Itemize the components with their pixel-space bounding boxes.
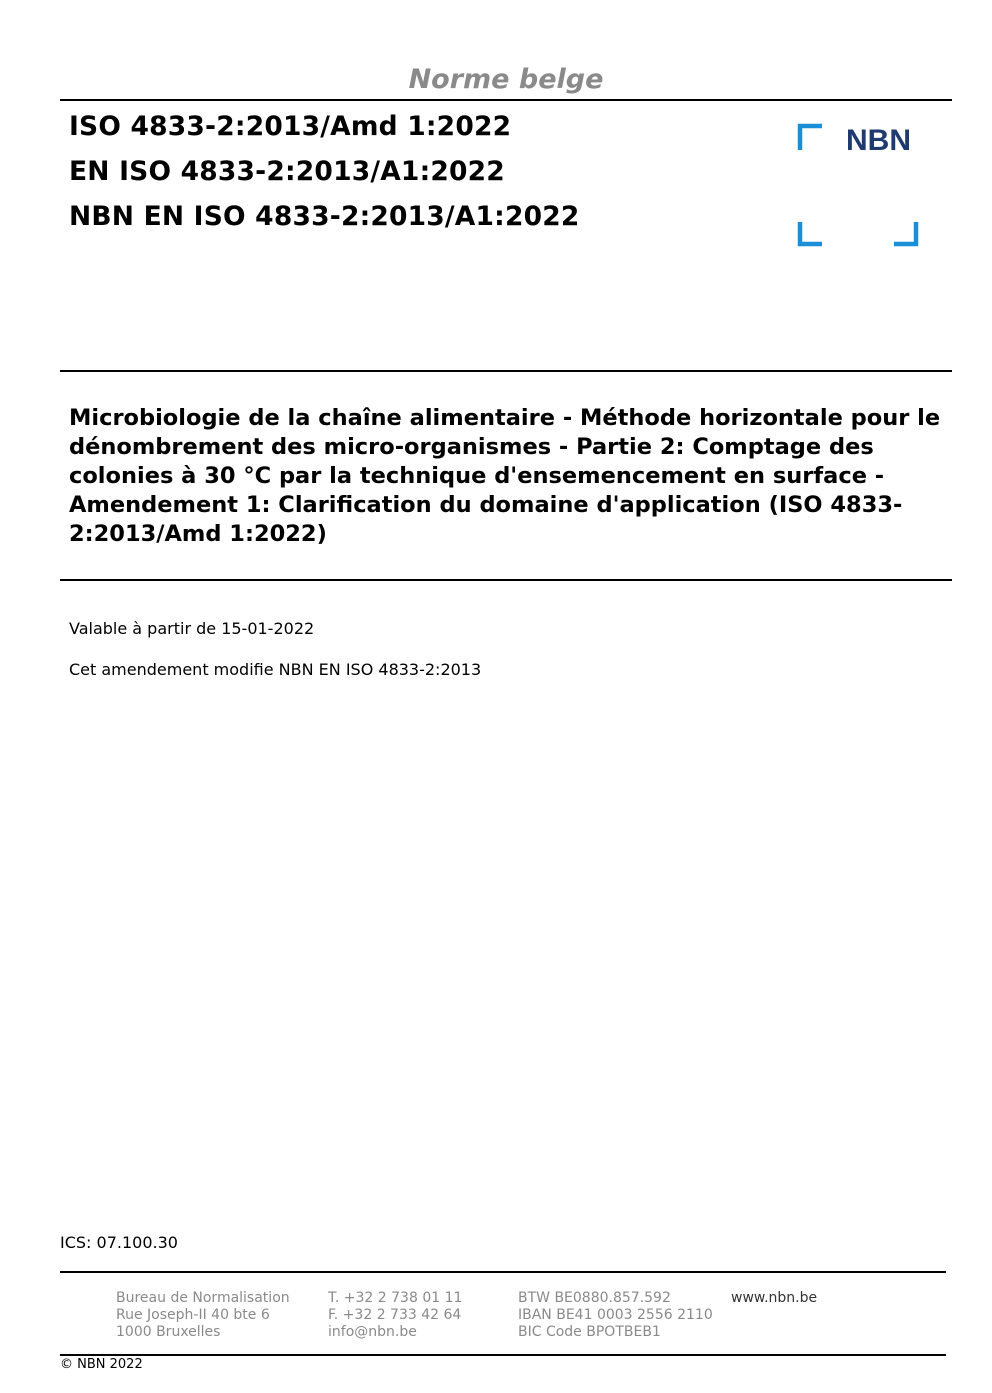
footer-bottom-divider [60, 1354, 946, 1356]
footer-address-line: Bureau de Normalisation [116, 1290, 290, 1306]
iso-identifier: ISO 4833-2:2013/Amd 1:2022 [69, 111, 512, 142]
nbn-logo [796, 122, 926, 252]
footer-top-divider [60, 1271, 946, 1273]
footer-fax: F. +32 2 733 42 64 [328, 1307, 462, 1323]
copyright: © NBN 2022 [60, 1357, 143, 1372]
footer-address-line: Rue Joseph-II 40 bte 6 [116, 1307, 270, 1323]
ics-code: ICS: 07.100.30 [60, 1233, 178, 1252]
logo-corner-bottom-left [800, 222, 822, 244]
footer-website: www.nbn.be [731, 1290, 818, 1306]
document-title: Microbiologie de la chaîne alimentaire - Méthode horizontale pour le dénombrement des micro-organismes - Partie 2: Comptage des colonies à 30 °C par la technique d'ensemencement en surface - Amendement 1: Clarification du domaine d'application (ISO 4833-2:2013/Amd 1:2022) [69, 405, 941, 547]
footer-iban: IBAN BE41 0003 2556 2110 [518, 1307, 713, 1323]
nbn-logo-graphic [796, 122, 926, 252]
nbn-identifier: NBN EN ISO 4833-2:2013/A1:2022 [69, 201, 580, 232]
title-top-divider [60, 370, 952, 372]
footer-email: info@nbn.be [328, 1324, 417, 1340]
document-type-label: Norme belge [408, 64, 604, 95]
title-bottom-divider [60, 579, 952, 581]
footer-address-line: 1000 Bruxelles [116, 1324, 221, 1340]
footer-bic: BIC Code BPOTBEB1 [518, 1324, 661, 1340]
footer-vat: BTW BE0880.857.592 [518, 1290, 671, 1306]
footer-contact [328, 1290, 462, 1341]
footer-address [116, 1290, 290, 1341]
en-identifier: EN ISO 4833-2:2013/A1:2022 [69, 156, 505, 187]
header-divider [60, 99, 952, 101]
logo-text: NBN [846, 124, 911, 157]
validity-date: Valable à partir de 15-01-2022 [69, 619, 315, 638]
footer-website-col [731, 1290, 817, 1307]
amendment-note: Cet amendement modifie NBN EN ISO 4833-2:2013 [69, 660, 482, 679]
footer-bank [518, 1290, 713, 1341]
logo-corner-top-left [800, 126, 822, 150]
logo-corner-bottom-right [894, 222, 916, 244]
footer-phone: T. +32 2 738 01 11 [328, 1290, 463, 1306]
